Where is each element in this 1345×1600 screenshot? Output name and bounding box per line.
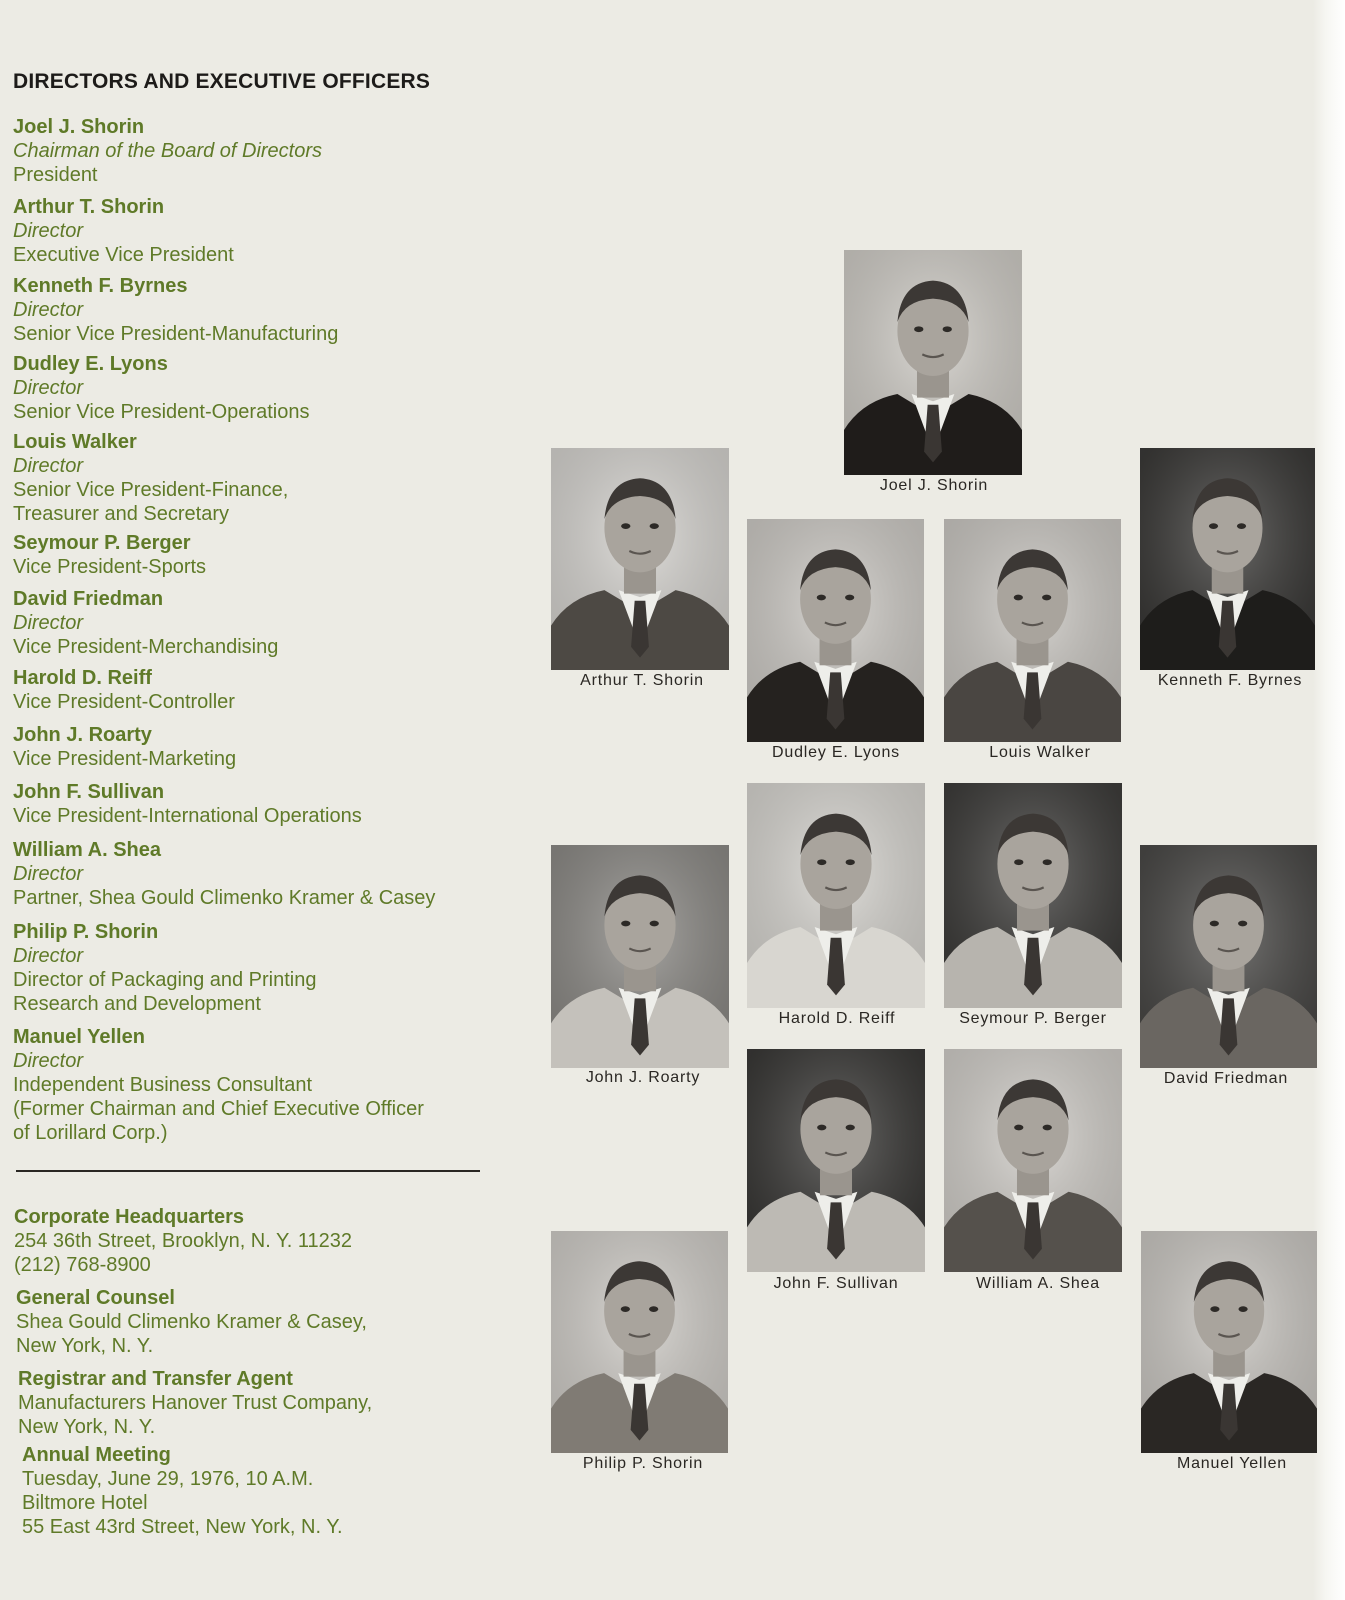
officer-title: of Lorillard Corp.) [13, 1122, 168, 1144]
section-divider [16, 1170, 480, 1172]
info-block [14, 1205, 514, 1277]
officer-entry [13, 780, 362, 828]
officer-entry [13, 115, 322, 187]
officer-role: Director [13, 1050, 84, 1072]
officer-title: Senior Vice President-Operations [13, 401, 310, 423]
portrait-photo [1140, 448, 1315, 670]
portrait-photo [1141, 1231, 1317, 1453]
info-title: Registrar and Transfer Agent [18, 1368, 293, 1390]
officer-name: William A. Shea [13, 839, 162, 861]
portrait-image [747, 1049, 925, 1272]
info-block [22, 1443, 522, 1539]
info-line: Shea Gould Climenko Kramer & Casey, [16, 1311, 367, 1333]
info-block [18, 1367, 518, 1439]
officer-name: Philip P. Shorin [13, 921, 159, 943]
photo-caption: Kenneth F. Byrnes [1157, 672, 1303, 689]
photo-caption: Dudley E. Lyons [772, 744, 900, 761]
page-heading: DIRECTORS AND EXECUTIVE OFFICERS [13, 70, 431, 93]
officer-title: Executive Vice President [13, 244, 234, 266]
officer-entry [13, 430, 288, 526]
officer-entry [13, 1025, 424, 1145]
officer-name: Seymour P. Berger [13, 532, 191, 554]
officer-entry [13, 920, 317, 1016]
officer-title: Senior Vice President-Manufacturing [13, 323, 339, 345]
portrait-photo [944, 1049, 1122, 1272]
officer-entry [13, 195, 234, 267]
officer-title: Treasurer and Secretary [13, 503, 230, 525]
portrait-photo [1140, 845, 1317, 1068]
officer-title: Independent Business Consultant [13, 1074, 313, 1096]
officer-entry [13, 838, 435, 910]
info-line: New York, N. Y. [16, 1335, 154, 1357]
photo-caption: Harold D. Reiff [778, 1010, 896, 1027]
portrait-image [747, 519, 924, 742]
portrait-image [1140, 448, 1315, 670]
portrait-photo [747, 783, 925, 1008]
info-line: Biltmore Hotel [22, 1492, 148, 1514]
info-title: Corporate Headquarters [14, 1206, 245, 1228]
portrait-photo [551, 1231, 728, 1453]
officer-role: Director [13, 377, 84, 399]
portrait-image [551, 1231, 728, 1453]
photo-caption: Arthur T. Shorin [580, 672, 704, 689]
officer-title: President [13, 164, 98, 186]
officer-entry [13, 274, 338, 346]
officer-name: Dudley E. Lyons [13, 353, 168, 375]
page-edge [1313, 0, 1345, 1600]
portrait-image [944, 783, 1122, 1008]
officer-entry [13, 666, 235, 714]
officer-name: Manuel Yellen [13, 1026, 145, 1048]
officer-role: Director [13, 612, 84, 634]
officer-title: (Former Chairman and Chief Executive Officer [13, 1098, 424, 1120]
info-line: 254 36th Street, Brooklyn, N. Y. 11232 [14, 1230, 353, 1252]
info-title: General Counsel [16, 1287, 175, 1309]
portrait-image [551, 448, 729, 670]
photo-caption: Philip P. Shorin [582, 1455, 704, 1472]
portrait-image [551, 845, 729, 1068]
photo-caption: Manuel Yellen [1176, 1455, 1288, 1472]
officer-entry [13, 587, 278, 659]
info-title: Annual Meeting [22, 1444, 171, 1466]
officer-role: Director [13, 455, 84, 477]
officer-name: John J. Roarty [13, 724, 152, 746]
officer-title: Research and Development [13, 993, 261, 1015]
officer-name: Harold D. Reiff [13, 667, 152, 689]
officer-entry [13, 723, 236, 771]
portrait-image [944, 519, 1121, 742]
portrait-image [747, 783, 925, 1008]
photo-caption: William A. Shea [975, 1275, 1101, 1292]
portrait-photo [747, 1049, 925, 1272]
info-line: Manufacturers Hanover Trust Company, [18, 1392, 373, 1414]
info-line: New York, N. Y. [18, 1416, 156, 1438]
info-line: 55 East 43rd Street, New York, N. Y. [22, 1516, 343, 1538]
officer-name: John F. Sullivan [13, 781, 165, 803]
officer-entry [13, 531, 206, 579]
officer-role: Director [13, 945, 84, 967]
officer-role: Director [13, 863, 84, 885]
portrait-image [1141, 1231, 1317, 1453]
info-line: (212) 768-8900 [14, 1254, 151, 1276]
photo-caption: Louis Walker [989, 744, 1091, 761]
portrait-photo [944, 519, 1121, 742]
officer-title: Director of Packaging and Printing [13, 969, 317, 991]
officer-title: Vice President-Merchandising [13, 636, 279, 658]
officer-entry [13, 352, 309, 424]
officer-name: Kenneth F. Byrnes [13, 275, 188, 297]
portrait-photo [844, 250, 1022, 475]
portrait-image [944, 1049, 1122, 1272]
officer-name: Arthur T. Shorin [13, 196, 165, 218]
portrait-image [844, 250, 1022, 475]
portrait-photo [747, 519, 924, 742]
officer-role: Chairman of the Board of Directors [13, 140, 323, 162]
info-block [16, 1286, 516, 1358]
officer-title: Vice President-Sports [13, 556, 207, 578]
officer-title: Partner, Shea Gould Climenko Kramer & Casey [13, 887, 436, 909]
officers-list [13, 70, 513, 1144]
photo-caption: Seymour P. Berger [959, 1010, 1107, 1027]
officer-title: Vice President-International Operations [13, 805, 362, 827]
photo-caption: John J. Roarty [585, 1069, 701, 1086]
officer-name: David Friedman [13, 588, 164, 610]
officer-role: Director [13, 220, 84, 242]
officer-title: Senior Vice President-Finance, [13, 479, 289, 501]
info-line: Tuesday, June 29, 1976, 10 A.M. [22, 1468, 314, 1490]
officer-name: Louis Walker [13, 431, 137, 453]
officer-role: Director [13, 299, 84, 321]
officer-name: Joel J. Shorin [13, 116, 145, 138]
photo-caption: David Friedman [1163, 1070, 1289, 1087]
photo-caption: John F. Sullivan [773, 1275, 899, 1292]
portrait-image [1140, 845, 1317, 1068]
portrait-photo [551, 448, 729, 670]
photo-caption: Joel J. Shorin [879, 477, 989, 494]
portrait-photo [551, 845, 729, 1068]
portrait-photo [944, 783, 1122, 1008]
officer-title: Vice President-Marketing [13, 748, 237, 770]
officer-title: Vice President-Controller [13, 691, 235, 713]
